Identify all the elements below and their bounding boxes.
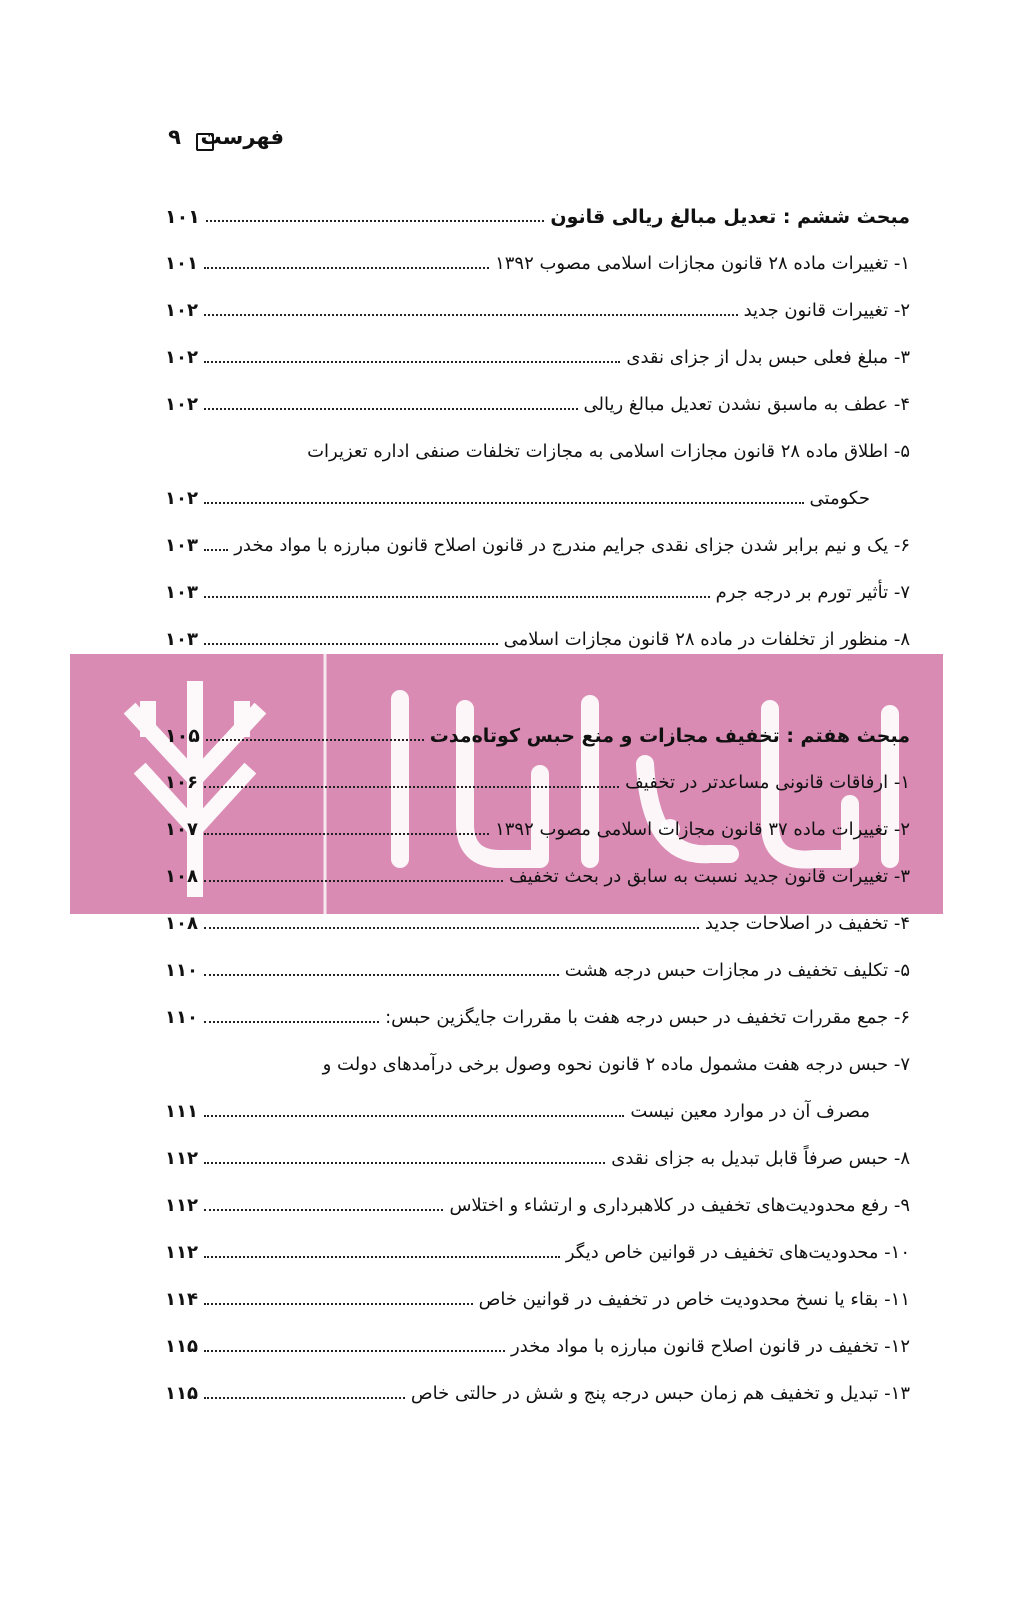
leader-dots (204, 786, 619, 788)
entry-page-number: ۱۱۲ (165, 1195, 198, 1216)
section-title: مبحث ششم : تعدیل مبالغ ریالی قانون (550, 206, 910, 228)
leader-dots (204, 1303, 473, 1305)
header-title: فهرست (200, 125, 284, 149)
entry-text: ۱- تغییرات ماده ۲۸ قانون مجازات اسلامی مصوب ۱۳۹۲ (495, 253, 910, 274)
entry-page-number: ۱۰۲ (165, 394, 198, 415)
leader-dots (204, 1397, 405, 1399)
leader-dots (204, 643, 498, 645)
entry-page-number: ۱۰۲ (165, 347, 198, 368)
toc-entry[interactable] (165, 1189, 910, 1225)
toc-entry[interactable] (165, 576, 910, 612)
entry-page-number: ۱۰۲ (165, 300, 198, 321)
leader-dots (204, 361, 620, 363)
leader-dots (204, 927, 699, 929)
toc-entry[interactable] (165, 1142, 910, 1178)
leader-dots (204, 1115, 624, 1117)
toc-entry[interactable] (165, 1330, 910, 1366)
toc-entry[interactable] (165, 907, 910, 943)
leader-dots (204, 1209, 443, 1211)
toc-entry-continuation[interactable] (165, 482, 910, 518)
toc-entry[interactable] (165, 623, 910, 659)
entry-text: ۲- تغییرات قانون جدید (743, 300, 910, 321)
toc-entry[interactable] (165, 529, 910, 565)
entry-text: ۲- تغییرات ماده ۳۷ قانون مجازات اسلامی مصوب ۱۳۹۲ (495, 819, 910, 840)
entry-page-number: ۱۰۳ (165, 582, 198, 603)
entry-text: ۴- تخفیف در اصلاحات جدید (704, 913, 910, 934)
entry-page-number: ۱۰۱ (165, 253, 198, 274)
entry-text: ۳- مبلغ فعلی حبس بدل از جزای نقدی (626, 347, 910, 368)
entry-text: ۳- تغییرات قانون جدید نسبت به سابق در بحث تخفیف (509, 866, 910, 887)
section-page-number: ۱۰۱ (165, 206, 200, 228)
entry-text: ۱- ارفاقات قانونی مساعدتر در تخفیف (625, 772, 910, 793)
entry-text: ۴- عطف به ماسبق نشدن تعدیل مبالغ ریالی (583, 394, 910, 415)
entry-page-number: ۱۰۸ (165, 866, 198, 887)
toc-entry[interactable] (165, 247, 910, 283)
entry-text: ۵- تکلیف تخفیف در مجازات حبس درجه هشت (564, 960, 910, 981)
leader-dots (204, 314, 738, 316)
entry-page-number: ۱۰۳ (165, 629, 198, 650)
toc-entry[interactable] (165, 766, 910, 802)
entry-page-number: ۱۱۵ (165, 1383, 198, 1404)
header-page-number: ۹ (168, 125, 181, 149)
leader-dots (204, 549, 228, 551)
page-header (160, 125, 284, 161)
leader-dots (206, 739, 424, 741)
entry-page-number: ۱۱۴ (165, 1289, 198, 1310)
entry-page-number: ۱۰۷ (165, 819, 198, 840)
entry-page-number: ۱۱۵ (165, 1336, 198, 1357)
toc-entry[interactable] (165, 294, 910, 330)
entry-text: ۱۳- تبدیل و تخفیف هم زمان حبس درجه پنج و شش در حالتی خاص (410, 1383, 910, 1404)
entry-text-continuation: مصرف آن در موارد معین نیست (630, 1101, 870, 1122)
leader-dots (204, 1162, 605, 1164)
entry-text: ۸- حبس صرفاً قابل تبدیل به جزای نقدی (611, 1148, 910, 1169)
entry-text: ۱۲- تخفیف در قانون اصلاح قانون مبارزه با مواد مخدر (511, 1336, 910, 1357)
toc-entry[interactable] (165, 1283, 910, 1319)
entry-text: ۵- اطلاق ماده ۲۸ قانون مجازات اسلامی به مجازات تخلفات صنفی اداره تعزیرات (307, 441, 910, 462)
entry-page-number: ۱۰۳ (165, 535, 198, 556)
entry-page-number: ۱۱۲ (165, 1242, 198, 1263)
entry-text: ۱۰- محدودیت‌های تخفیف در قوانین خاص دیگر (565, 1242, 910, 1263)
section-page-number: ۱۰۵ (165, 725, 200, 747)
leader-dots (204, 1021, 379, 1023)
entry-text: ۸- منظور از تخلفات در ماده ۲۸ قانون مجازات اسلامی (503, 629, 910, 650)
toc-entry-continuation[interactable] (165, 1095, 910, 1131)
leader-dots (204, 833, 489, 835)
entry-page-number: ۱۰۶ (165, 772, 198, 793)
leader-dots (204, 408, 578, 410)
leader-dots (204, 1350, 505, 1352)
entry-text: ۷- تأثیر تورم بر درجه جرم (715, 582, 910, 603)
leader-dots (204, 880, 503, 882)
entry-page-number: ۱۱۰ (165, 1007, 198, 1028)
entry-page-number: ۱۱۰ (165, 960, 198, 981)
entry-text: ۶- جمع مقررات تخفیف در حبس درجه هفت با مقررات جایگزین حبس: (385, 1007, 910, 1028)
section-title: مبحث هفتم : تخفیف مجازات و منع حبس کوتاه‌مدت (429, 725, 910, 747)
entry-page-number: ۱۰۲ (165, 488, 198, 509)
leader-dots (204, 1256, 560, 1258)
entry-text-continuation: حکومتی (809, 488, 870, 509)
toc-entry[interactable] (165, 954, 910, 990)
toc-entry[interactable] (165, 435, 910, 471)
toc-entry[interactable] (165, 1236, 910, 1272)
toc-entry[interactable] (165, 813, 910, 849)
entry-page-number: ۱۱۱ (165, 1101, 198, 1122)
leader-dots (204, 596, 710, 598)
toc-entry[interactable] (165, 1377, 910, 1413)
leader-dots (204, 267, 489, 269)
leader-dots (204, 502, 804, 504)
entry-text: ۷- حبس درجه هفت مشمول ماده ۲ قانون نحوه وصول برخی درآمدهای دولت و (322, 1054, 910, 1075)
entry-text: ۶- یک و نیم برابر شدن جزای نقدی جرایم مندرج در قانون اصلاح قانون مبارزه با مواد مخدر (234, 535, 910, 556)
toc-entry[interactable] (165, 1048, 910, 1084)
entry-page-number: ۱۰۸ (165, 913, 198, 934)
toc-entry[interactable] (165, 860, 910, 896)
entry-text: ۱۱- بقاء یا نسخ محدودیت خاص در تخفیف در قوانین خاص (478, 1289, 910, 1310)
toc-section-heading[interactable] (165, 719, 910, 755)
toc-entry[interactable] (165, 388, 910, 424)
entry-page-number: ۱۱۲ (165, 1148, 198, 1169)
toc-section-heading[interactable] (165, 200, 910, 236)
toc-entry[interactable] (165, 1001, 910, 1037)
entry-text: ۹- رفع محدودیت‌های تخفیف در کلاهبرداری و ارتشاء و اختلاس (449, 1195, 910, 1216)
square-bullet-icon (196, 133, 214, 151)
leader-dots (206, 220, 544, 222)
leader-dots (204, 974, 559, 976)
toc-entry[interactable] (165, 341, 910, 377)
